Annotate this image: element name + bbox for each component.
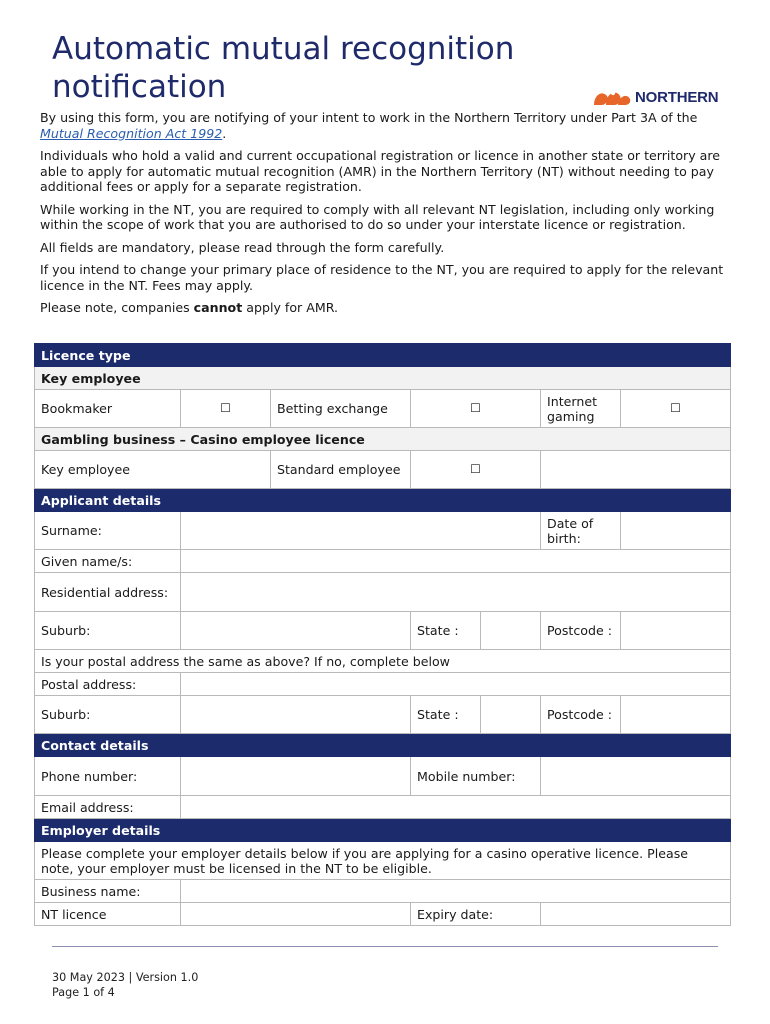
contact-details-header xyxy=(35,734,731,757)
suburb-input[interactable] xyxy=(181,612,411,650)
standard-employee-checkbox[interactable]: ☐ xyxy=(411,451,541,489)
title-line-1: Automatic mutual recognition xyxy=(52,31,515,67)
postcode-label: Postcode : xyxy=(541,612,621,650)
surname-row xyxy=(35,512,731,550)
state-label: State : xyxy=(411,612,481,650)
residential-address-label: Residential address: xyxy=(35,573,181,612)
postal-address-input[interactable] xyxy=(181,673,731,696)
mobile-label: Mobile number: xyxy=(411,757,541,796)
given-names-row xyxy=(35,550,731,573)
postal-question: Is your postal address the same as above? If no, complete below xyxy=(35,650,731,673)
licence-type-header xyxy=(35,344,731,367)
licence-type-heading: Licence type xyxy=(35,344,731,367)
business-name-row xyxy=(35,880,731,903)
residential-address-row xyxy=(35,573,731,612)
applicant-details-heading: Applicant details xyxy=(35,489,731,512)
casino-options-empty xyxy=(541,451,731,489)
postal-state-input[interactable] xyxy=(481,696,541,734)
postal-address-label: Postal address: xyxy=(35,673,181,696)
postal-postcode-input[interactable] xyxy=(621,696,731,734)
state-input[interactable] xyxy=(481,612,541,650)
employer-details-header xyxy=(35,819,731,842)
intro-paragraph-4: All fields are mandatory, please read through the form carefully. xyxy=(40,239,445,255)
logo-text: NORTHERN xyxy=(635,88,719,106)
email-label: Email address: xyxy=(35,796,181,819)
intro-paragraph-6 xyxy=(40,300,730,316)
email-row xyxy=(35,796,731,819)
intro-p6-text: Please note, companies xyxy=(40,300,194,315)
business-name-input[interactable] xyxy=(181,880,731,903)
mutual-recognition-act-link[interactable]: Mutual Recognition Act 1992 xyxy=(40,125,223,141)
postal-suburb-input[interactable] xyxy=(181,696,411,734)
casino-employee-subheader xyxy=(35,428,731,451)
northern-territory-logo xyxy=(592,84,718,110)
internet-gaming-label: Internet gaming xyxy=(541,390,621,428)
surname-input[interactable] xyxy=(181,512,541,550)
dob-input[interactable] xyxy=(621,512,731,550)
footer-version: 30 May 2023 | Version 1.0 xyxy=(52,971,199,984)
key-employee-subheader xyxy=(35,367,731,390)
postal-postcode-label: Postcode : xyxy=(541,696,621,734)
key-employee-options-row xyxy=(35,390,731,428)
intro-text xyxy=(40,110,730,323)
nt-licence-input[interactable] xyxy=(181,903,411,926)
key-employee-heading: Key employee xyxy=(35,367,731,390)
intro-p6-bold: cannot xyxy=(193,300,243,315)
postcode-input[interactable] xyxy=(621,612,731,650)
intro-paragraph-3: While working in the NT, you are required to comply with all relevant NT legislation, including only working within the scope of work that you are authorised to do so under your interstate licence or registration. xyxy=(40,201,715,232)
nt-licence-row xyxy=(35,903,731,926)
intro-p1-end: . xyxy=(222,125,227,141)
email-input[interactable] xyxy=(181,796,731,819)
standard-employee-label: Standard employee xyxy=(271,451,411,489)
footer-page-number: Page 1 of 4 xyxy=(52,986,115,999)
intro-paragraph-1 xyxy=(40,110,730,141)
expiry-date-label: Expiry date: xyxy=(411,903,541,926)
footer-divider xyxy=(52,946,718,947)
logo-mark-icon xyxy=(592,87,632,107)
title-line-2: notification xyxy=(52,69,227,105)
contact-details-heading: Contact details xyxy=(35,734,731,757)
notification-form xyxy=(34,343,731,926)
footer xyxy=(52,970,198,1000)
suburb-label: Suburb: xyxy=(35,612,181,650)
postal-state-label: State : xyxy=(411,696,481,734)
bookmaker-checkbox[interactable]: ☐ xyxy=(181,390,271,428)
given-names-input[interactable] xyxy=(181,550,731,573)
mobile-input[interactable] xyxy=(541,757,731,796)
casino-employee-heading: Gambling business – Casino employee licence xyxy=(35,428,731,451)
internet-gaming-checkbox[interactable]: ☐ xyxy=(621,390,731,428)
page-title xyxy=(52,30,592,106)
postal-suburb-row xyxy=(35,696,731,734)
betting-exchange-label: Betting exchange xyxy=(271,390,411,428)
betting-exchange-checkbox[interactable]: ☐ xyxy=(411,390,541,428)
phone-label: Phone number: xyxy=(35,757,181,796)
casino-key-employee-label: Key employee xyxy=(35,451,271,489)
intro-p6-end: apply for AMR. xyxy=(242,300,339,315)
intro-paragraph-2: Individuals who hold a valid and current occupational registration or licence in another state or territory are able to apply for automatic mutual recognition (AMR) in the Northern Territory (NT) without needing to pay additional fees or apply for a separate registration. xyxy=(40,148,721,194)
employer-note: Please complete your employer details below if you are applying for a casino operative licence. Please note, your employer must be licensed in the NT to be eligible. xyxy=(35,842,731,880)
bookmaker-label: Bookmaker xyxy=(35,390,181,428)
surname-label: Surname: xyxy=(35,512,181,550)
applicant-details-header xyxy=(35,489,731,512)
phone-input[interactable] xyxy=(181,757,411,796)
intro-p1-text: By using this form, you are notifying of your intent to work in the Northern Territory under Part 3A of the xyxy=(40,110,698,125)
employer-note-row xyxy=(35,842,731,880)
dob-label: Date of birth: xyxy=(541,512,621,550)
employer-details-heading: Employer details xyxy=(35,819,731,842)
casino-options-row xyxy=(35,451,731,489)
postal-suburb-label: Suburb: xyxy=(35,696,181,734)
suburb-row xyxy=(35,612,731,650)
postal-question-row xyxy=(35,650,731,673)
phone-row xyxy=(35,757,731,796)
postal-address-row xyxy=(35,673,731,696)
given-names-label: Given name/s: xyxy=(35,550,181,573)
residential-address-input[interactable] xyxy=(181,573,731,612)
nt-licence-label: NT licence xyxy=(35,903,181,926)
expiry-date-input[interactable] xyxy=(541,903,731,926)
intro-paragraph-5: If you intend to change your primary place of residence to the NT, you are required to apply for the relevant licence in the NT. Fees may apply. xyxy=(40,262,724,293)
business-name-label: Business name: xyxy=(35,880,181,903)
